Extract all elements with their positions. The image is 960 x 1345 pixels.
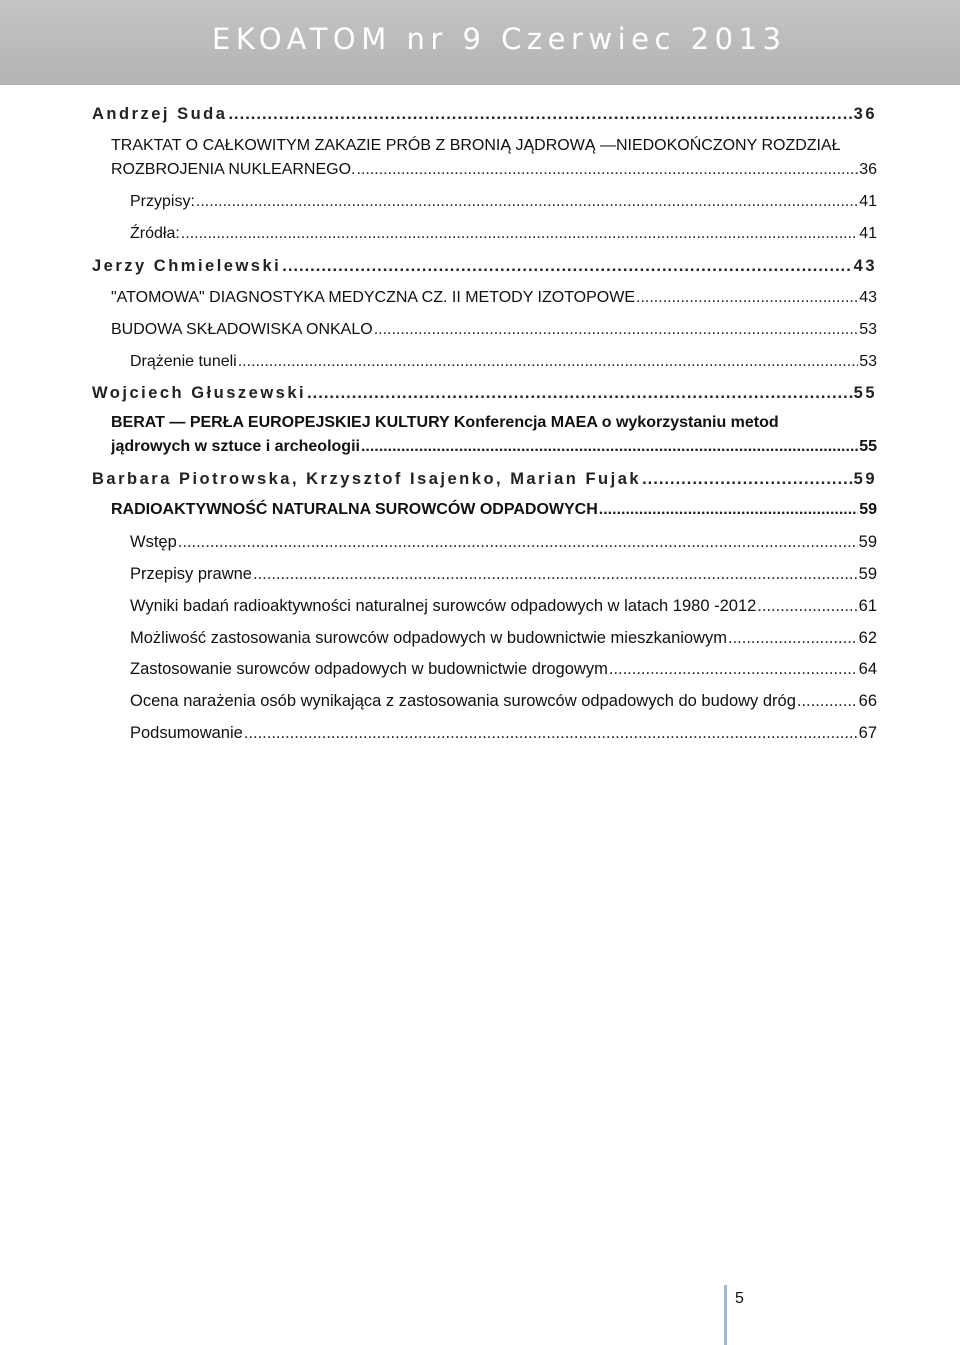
toc-entry-title: Wstęp (130, 533, 177, 551)
toc-subentry[interactable] (130, 625, 877, 651)
toc-leader-dots (797, 688, 858, 714)
toc-page-number: 55 (859, 438, 877, 455)
toc-page-number: 59 (853, 470, 877, 488)
toc-leader-dots (642, 466, 853, 492)
toc-page-number: 64 (858, 660, 877, 678)
toc-author-entry[interactable] (92, 101, 877, 127)
toc-leader-dots (728, 625, 858, 651)
toc-page-number: 43 (859, 289, 877, 306)
toc-page-number: 67 (858, 724, 877, 742)
journal-title: EKOATOM nr 9 Czerwiec 2013 (212, 22, 787, 56)
toc-entry[interactable] (111, 157, 877, 183)
toc-entry-title: Jerzy Chmielewski (92, 257, 282, 275)
toc-subentry[interactable] (130, 349, 877, 375)
toc-entry-title: Możliwość zastosowania surowców odpadowych w budownictwie mieszkaniowym (130, 629, 727, 647)
toc-page-number: 41 (859, 225, 877, 242)
toc-leader-dots (244, 720, 858, 746)
toc-page-number: 53 (859, 353, 877, 370)
toc-entry[interactable] (111, 497, 877, 523)
toc-author-entry[interactable] (92, 380, 877, 406)
toc-entry-title: Barbara Piotrowska, Krzysztof Isajenko, Marian Fujak (92, 470, 642, 488)
toc-subentry[interactable] (130, 561, 877, 587)
toc-entry-title: jądrowych w sztuce i archeologii (111, 438, 360, 455)
toc-subentry[interactable] (130, 656, 877, 682)
toc-page-number: 59 (859, 501, 877, 518)
toc-leader-dots (307, 380, 853, 406)
toc-subentry[interactable] (130, 221, 877, 247)
toc-leader-dots (253, 561, 858, 587)
toc-entry-title: Drążenie tuneli (130, 353, 237, 370)
toc-leader-dots (228, 101, 852, 127)
toc-entry-title: Wyniki badań radioaktywności naturalnej surowców odpadowych w latach 1980 -2012 (130, 597, 757, 615)
toc-page-number: 59 (858, 533, 877, 551)
toc-entry-title: RADIOAKTYWNOŚĆ NATURALNA SUROWCÓW ODPADOWYCH (111, 501, 598, 518)
page-header (0, 0, 960, 85)
toc-page-number: 55 (853, 384, 877, 402)
toc-leader-dots (178, 529, 858, 555)
toc-entry-title: Ocena narażenia osób wynikająca z zastosowania surowców odpadowych do budowy dróg (130, 692, 796, 710)
toc-leader-dots (196, 189, 858, 215)
toc-leader-dots (374, 317, 859, 343)
toc-page-number: 53 (859, 321, 877, 338)
toc-entry-title: Zastosowanie surowców odpadowych w budownictwie drogowym (130, 660, 608, 678)
toc-leader-dots (282, 253, 852, 279)
toc-entry-title: Przepisy prawne (130, 565, 252, 583)
toc-entry-title: ROZBROJENIA NUKLEARNEGO. (111, 161, 356, 178)
toc-entry-title: BUDOWA SKŁADOWISKA ONKALO (111, 321, 373, 338)
toc-entry-title: Przypisy: (130, 193, 195, 210)
toc-entry-title: Podsumowanie (130, 724, 243, 742)
toc-entry-title: Wojciech Głuszewski (92, 384, 307, 402)
toc-subentry[interactable] (130, 593, 877, 619)
toc-page-number: 61 (858, 597, 877, 615)
toc-page-number: 66 (858, 692, 877, 710)
toc-leader-dots (609, 656, 858, 682)
toc-leader-dots (357, 157, 859, 183)
toc-subentry[interactable] (130, 529, 877, 555)
toc-page-number: 59 (858, 565, 877, 583)
toc-author-entry[interactable] (92, 466, 877, 492)
toc-leader-dots (636, 285, 858, 311)
toc-page-number: 43 (853, 257, 877, 275)
toc-subentry[interactable] (130, 720, 877, 746)
toc-entry-title: Źródła: (130, 225, 180, 242)
toc-subentry[interactable] (130, 688, 877, 714)
toc-entry-title: "ATOMOWA" DIAGNOSTYKA MEDYCZNA CZ. II METODY IZOTOPOWE (111, 289, 636, 306)
toc-subentry[interactable] (130, 189, 877, 215)
toc-page-number: 41 (859, 193, 877, 210)
toc-leader-dots (757, 593, 857, 619)
toc-page-number: 36 (853, 105, 877, 123)
toc-leader-dots (361, 434, 858, 460)
toc-author-entry[interactable] (92, 253, 877, 279)
page-number: 5 (735, 1290, 744, 1307)
toc-page-number: 62 (858, 629, 877, 647)
page-number-bar (724, 1285, 727, 1345)
toc-leader-dots (238, 349, 858, 375)
toc-entry[interactable] (111, 285, 877, 311)
toc-entry-title-line1[interactable]: BERAT — PERŁA EUROPEJSKIEJ KULTURY Konferencja MAEA o wykorzystaniu metod (111, 414, 779, 431)
toc-entry-title: Andrzej Suda (92, 105, 228, 123)
toc-entry-title-line1[interactable]: TRAKTAT O CAŁKOWITYM ZAKAZIE PRÓB Z BRONIĄ JĄDROWĄ —NIEDOKOŃCZONY ROZDZIAŁ (111, 137, 841, 154)
toc-page-number: 36 (859, 161, 877, 178)
toc-entry[interactable] (111, 317, 877, 343)
toc-leader-dots (181, 221, 858, 247)
toc-leader-dots (599, 497, 858, 523)
toc-entry[interactable] (111, 434, 877, 460)
